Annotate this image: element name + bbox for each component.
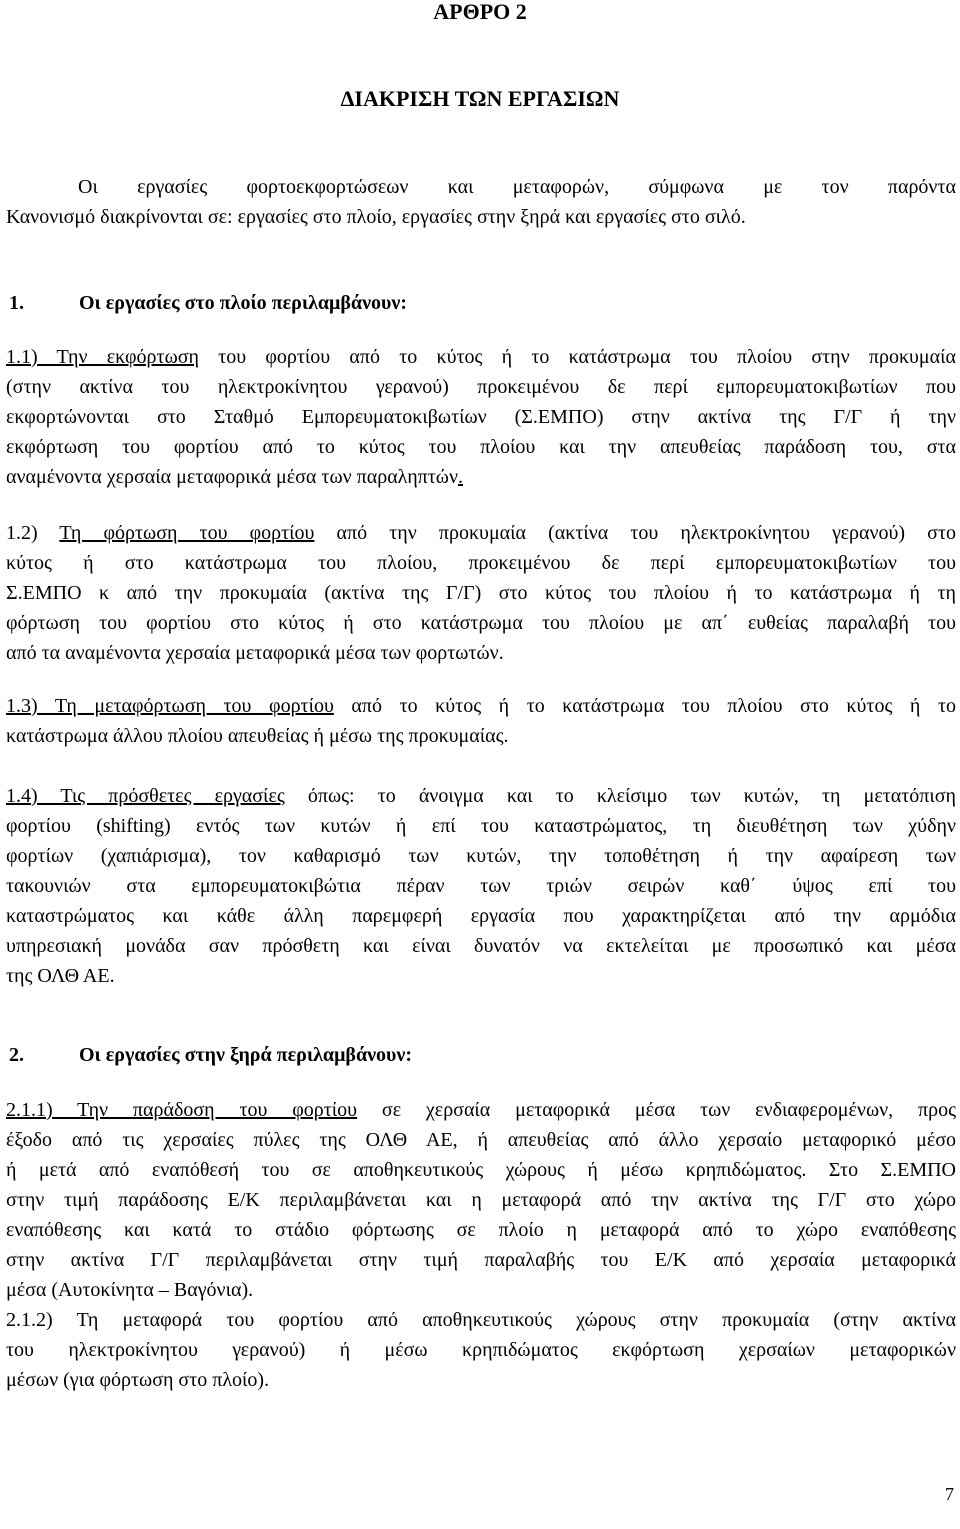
paragraph-1-4 [6,781,956,991]
paragraph-line: φόρτωση του φορτίου στο κύτος ή στο κατάστρωμα του πλοίου με απ΄ ευθείας παραλαβή του [6,612,956,634]
paragraph-line: έξοδο από τις χερσαίες πύλες της ΟΛΘ ΑΕ, ή απευθείας από άλλο χερσαίο μεταφορικό μέσο [6,1129,956,1151]
paragraph-2-1-1 [6,1095,956,1305]
paragraph-1-1 [6,342,956,492]
paragraph-line: στην ακτίνα Γ/Γ περιλαμβάνεται στην τιμή παραλαβής του Ε/Κ από χερσαία μεταφορικά [6,1249,956,1271]
section-number: 1. [9,292,24,314]
article-subtitle: ΔΙΑΚΡΙΣΗ ΤΩΝ ΕΡΓΑΣΙΩΝ [340,86,620,111]
paragraph-line: 1.3) Τη μεταφόρτωση του φορτίου από το κύτος ή το κατάστρωμα του πλοίου στο κύτος ή το [6,695,956,717]
paragraph-line: καταστρώματος και κάθε άλλη παρεμφερή εργασία που χαρακτηρίζεται από την αρμόδια [6,905,956,927]
section-1-heading [9,290,407,316]
paragraph-line: εναπόθεσης και κατά το στάδιο φόρτωσης σε πλοίο η μεταφορά από το χώρο εναπόθεσης [6,1219,956,1241]
paragraph-lead: 1.1) Την εκφόρτωση [6,346,199,368]
page-number: 7 [945,1484,954,1504]
paragraph-line: φορτίου (shifting) εντός των κυτών ή επί του καταστρώματος, τη διευθέτηση των χύδην [6,815,956,837]
paragraph-lead: 1.4) Τις πρόσθετες εργασίες [6,785,285,807]
paragraph-line: Σ.ΕΜΠΟ κ από την προκυμαία (ακτίνα της Γ/Γ) στο κύτος του πλοίου ή το κατάστρωμα ή τη [6,582,956,604]
intro-line: Οι εργασίες φορτοεκφορτώσεων και μεταφορών, σύμφωνα με τον παρόντα [78,176,956,198]
intro-paragraph [6,172,956,232]
paragraph-line: φορτίων (χαπιάρισμα), τον καθαρισμό των κυτών, την τοποθέτηση ή την αφαίρεση των [6,845,956,867]
paragraph-line: 1.1) Την εκφόρτωση του φορτίου από το κύτος ή το κατάστρωμα του πλοίου στην προκυμαία [6,346,956,368]
paragraph-line: μέσα (Αυτοκίνητα – Βαγόνια). [6,1279,254,1301]
section-number: 2. [9,1044,24,1066]
paragraph-1-2 [6,518,956,668]
paragraph-line: στην τιμή παράδοσης Ε/Κ περιλαμβάνεται και η μεταφορά από την ακτίνα της Γ/Γ στο χώρο [6,1189,956,1211]
intro-line: Κανονισμό διακρίνονται σε: εργασίες στο πλοίο, εργασίες στην ξηρά και εργασίες στο σιλό. [6,206,746,228]
paragraph-line: τακουνιών στα εμπορευματοκιβώτια πέραν των τριών σειρών καθ΄ ύψος επί του [6,875,956,897]
paragraph-lead: 2.1.1) Την παράδοση του φορτίου [6,1099,358,1121]
paragraph-line: 2.1.2) Τη μεταφορά του φορτίου από αποθηκευτικούς χώρους στην προκυμαία (στην ακτίνα [6,1309,956,1331]
paragraph-line: 1.2) Τη φόρτωση του φορτίου από την προκυμαία (ακτίνα του ηλεκτροκίνητου γερανού) στο [6,522,956,544]
paragraph-line: υπηρεσιακή μονάδα σαν πρόσθετη και είναι δυνατόν να εκτελείται με προσωπικό και μέσα [6,935,956,957]
paragraph-lead: Τη φόρτωση του φορτίου [59,522,315,544]
paragraph-line: αναμένοντα χερσαία μεταφορικά μέσα των παραληπτών. [6,466,464,488]
paragraph-lead: 1.3) Τη μεταφόρτωση του φορτίου [6,695,334,717]
paragraph-line: μέσων (για φόρτωση στο πλοίο). [6,1369,270,1391]
paragraph-line: 1.4) Τις πρόσθετες εργασίες όπως: το άνοιγμα και το κλείσιμο των κυτών, τη μετατόπιση [6,785,957,807]
article-title: ΑΡΘΡΟ 2 [433,0,527,24]
paragraph-line: εκφορτώνονται στο Σταθμό Εμπορευματοκιβωτίων (Σ.ΕΜΠΟ) στην ακτίνα της Γ/Γ ή την [6,406,956,428]
paragraph-line: εκφόρτωση του φορτίου από το κύτος του πλοίου και την απευθείας παράδοση του, στα [6,436,956,458]
section-2-heading [9,1042,412,1068]
paragraph-line: (στην ακτίνα του ηλεκτροκίνητου γερανού) προκειμένου δε περί εμπορευματοκιβωτίων που [6,376,956,398]
paragraph-line: κύτος ή στο κατάστρωμα του πλοίου, προκειμένου δε περί εμπορευματοκιβωτίων του [6,552,956,574]
paragraph-1-3 [6,691,956,751]
paragraph-line: 2.1.1) Την παράδοση του φορτίου σε χερσαία μεταφορικά μέσα των ενδιαφερομένων, προς [6,1099,956,1121]
paragraph-line: ή μετά από εναπόθεσή του σε αποθηκευτικούς χώρους ή μέσω κρηπιδώματος. Στο Σ.ΕΜΠΟ [6,1159,956,1181]
paragraph-line: της ΟΛΘ ΑΕ. [6,965,115,987]
section-heading-text: Οι εργασίες στην ξηρά περιλαμβάνουν: [79,1044,413,1066]
paragraph-line: από τα αναμένοντα χερσαία μεταφορικά μέσα των φορτωτών. [6,642,504,664]
paragraph-line: του ηλεκτροκίνητου γερανού) ή μέσω κρηπιδώματος εκφόρτωση χερσαίων μεταφορικών [6,1339,956,1361]
section-heading-text: Οι εργασίες στο πλοίο περιλαμβάνουν: [79,292,408,314]
paragraph-line: κατάστρωμα άλλου πλοίου απευθείας ή μέσω της προκυμαίας. [6,725,509,747]
paragraph-2-1-2 [6,1305,956,1395]
